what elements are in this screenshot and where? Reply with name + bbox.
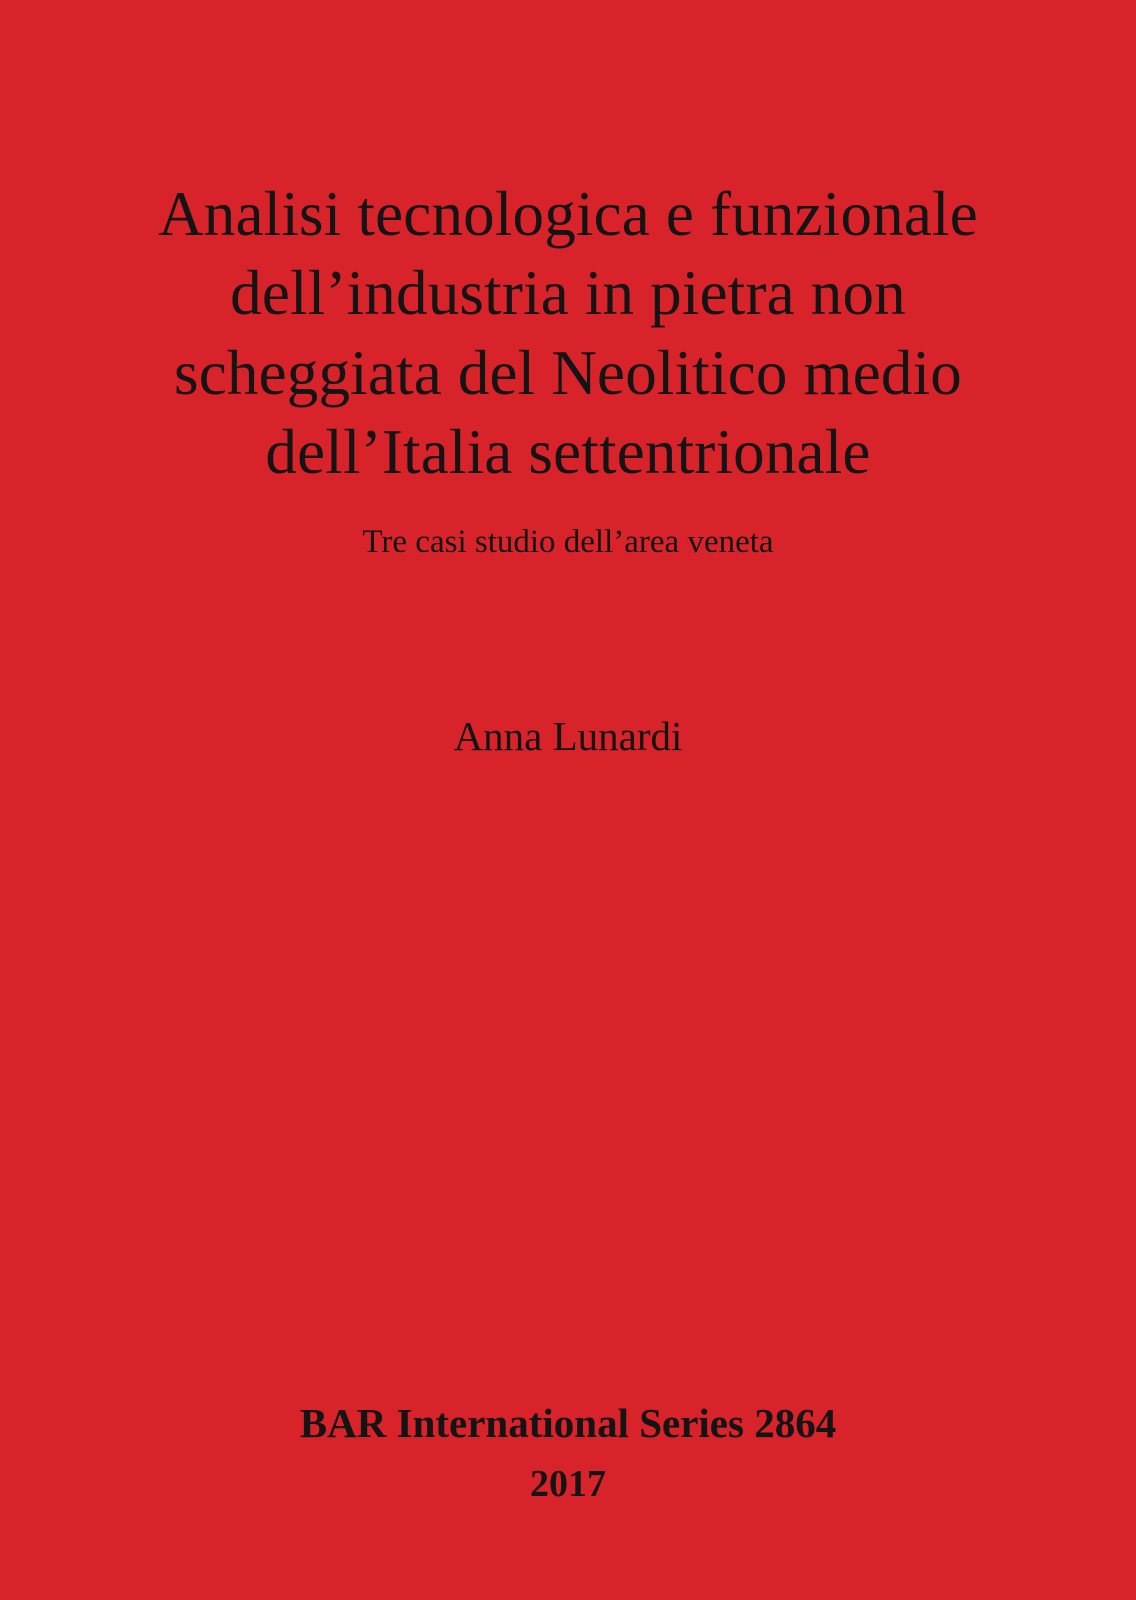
series-label: BAR International Series 2864 <box>299 1400 837 1447</box>
page-title: Analisi tecnologica e funzionale dell’industria in pietra non scheggiata del Neolitico medio dell’Italia settentrionale <box>158 179 978 488</box>
cover-footer <box>90 1399 1046 1508</box>
publication-year: 2017 <box>530 1463 606 1506</box>
page-subtitle: Tre casi studio dell’area veneta <box>362 523 774 560</box>
title-block <box>90 175 1046 563</box>
author-name: Anna Lunardi <box>453 713 683 759</box>
